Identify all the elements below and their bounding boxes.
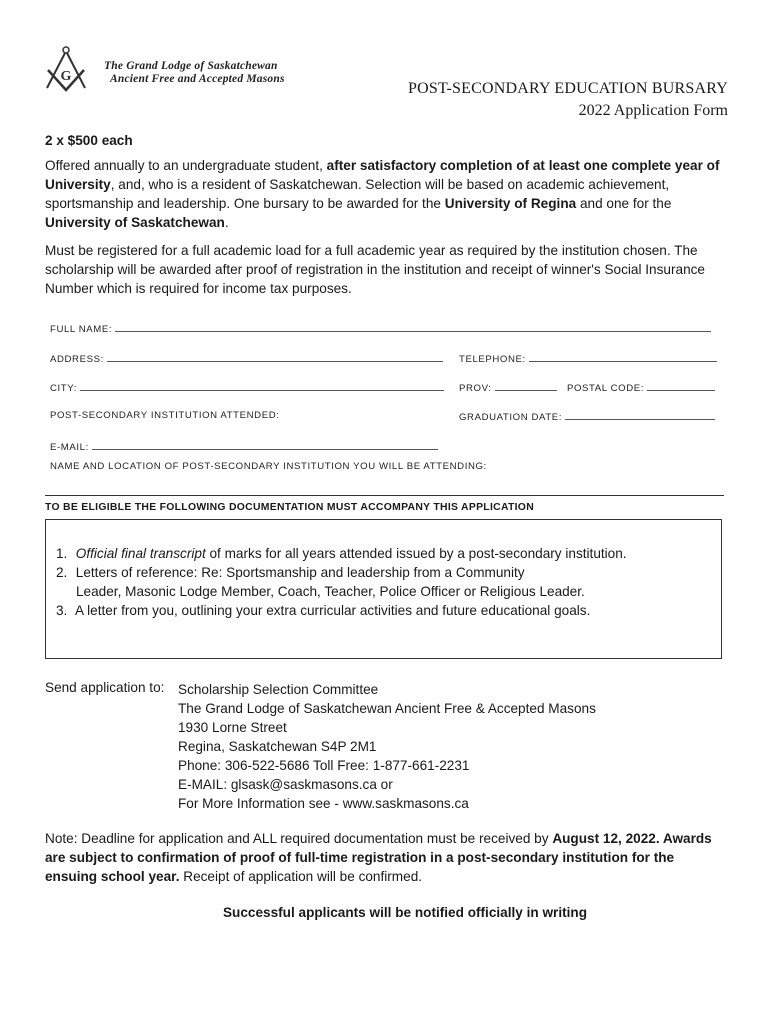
city-field[interactable]: CITY:: [50, 381, 444, 394]
svg-text:G: G: [60, 69, 72, 84]
email-line: E-MAIL: glsask@saskmasons.ca or: [178, 777, 393, 792]
province-field[interactable]: PROV:: [459, 381, 557, 394]
mailing-address: [178, 680, 596, 813]
bursary-amount: 2 x $500 each: [45, 133, 133, 148]
telephone-field[interactable]: TELEPHONE:: [459, 352, 717, 365]
address-line: 1930 Lorne Street: [178, 720, 287, 735]
send-application-label: Send application to:: [45, 680, 165, 695]
eligibility-heading: TO BE ELIGIBLE THE FOLLOWING DOCUMENTATION MUST ACCOMPANY THIS APPLICATION: [45, 502, 534, 513]
phone-line: Phone: 306-522-5686 Toll Free: 1-877-661-2231: [178, 758, 470, 773]
lodge-name-line2: Ancient Free and Accepted Masons: [110, 73, 285, 85]
form-subtitle: 2022 Application Form: [578, 102, 728, 119]
eligibility-paragraph: Offered annually to an undergraduate student, after satisfactory completion of at least one complete year of University, and, who is a resident of Saskatchewan. Selection will be based on academic achievement, sportsmanship and leadership. One bursary to be awarded for the University of Regina and one for the University of Saskatchewan.: [45, 158, 720, 230]
section-divider: [45, 495, 724, 496]
lodge-name-line1: The Grand Lodge of Saskatchewan: [104, 60, 278, 72]
registration-paragraph: Must be registered for a full academic load for a full academic year as required by the institution chosen. The scholarship will be awarded after proof of registration in the institution and receipt of winner's Social Insurance Number which is required for income tax purposes.: [45, 243, 705, 296]
full-name-field[interactable]: FULL NAME:: [50, 322, 711, 335]
list-item-continuation: Leader, Masonic Lodge Member, Coach, Teacher, Police Officer or Religious Leader.: [76, 584, 585, 599]
list-item: 1. Official final transcript of marks for all years attended issued by a post-secondary institution.: [56, 546, 627, 561]
address-field[interactable]: ADDRESS:: [50, 352, 443, 365]
list-item: 3. A letter from you, outlining your extra curricular activities and future educational goals.: [56, 603, 591, 618]
address-line: The Grand Lodge of Saskatchewan Ancient Free & Accepted Masons: [178, 701, 596, 716]
postal-code-field[interactable]: POSTAL CODE:: [567, 381, 715, 394]
website-line: For More Information see - www.saskmasons.ca: [178, 796, 469, 811]
deadline-note: Note: Deadline for application and ALL required documentation must be received by August 12, 2022. Awards are subject to confirmation of proof of full-time registration in a post-secondary institution for the ensuing school year. Receipt of application will be confirmed.: [45, 831, 712, 884]
institution-attended-field[interactable]: POST-SECONDARY INSTITUTION ATTENDED:: [50, 410, 280, 421]
form-title: POST-SECONDARY EDUCATION BURSARY: [408, 80, 728, 97]
masonic-square-compass-logo: [44, 44, 88, 96]
documentation-list: [56, 544, 716, 620]
address-line: Scholarship Selection Committee: [178, 682, 379, 697]
list-item: 2. Letters of reference: Re: Sportsmanship and leadership from a Community: [56, 565, 525, 580]
graduation-date-field[interactable]: GRADUATION DATE:: [459, 410, 715, 423]
email-field[interactable]: E-MAIL:: [50, 440, 438, 453]
address-line: Regina, Saskatchewan S4P 2M1: [178, 739, 377, 754]
notification-statement: Successful applicants will be notified officially in writing: [222, 905, 588, 920]
institution-attending-field[interactable]: NAME AND LOCATION OF POST-SECONDARY INSTITUTION YOU WILL BE ATTENDING:: [50, 461, 487, 472]
